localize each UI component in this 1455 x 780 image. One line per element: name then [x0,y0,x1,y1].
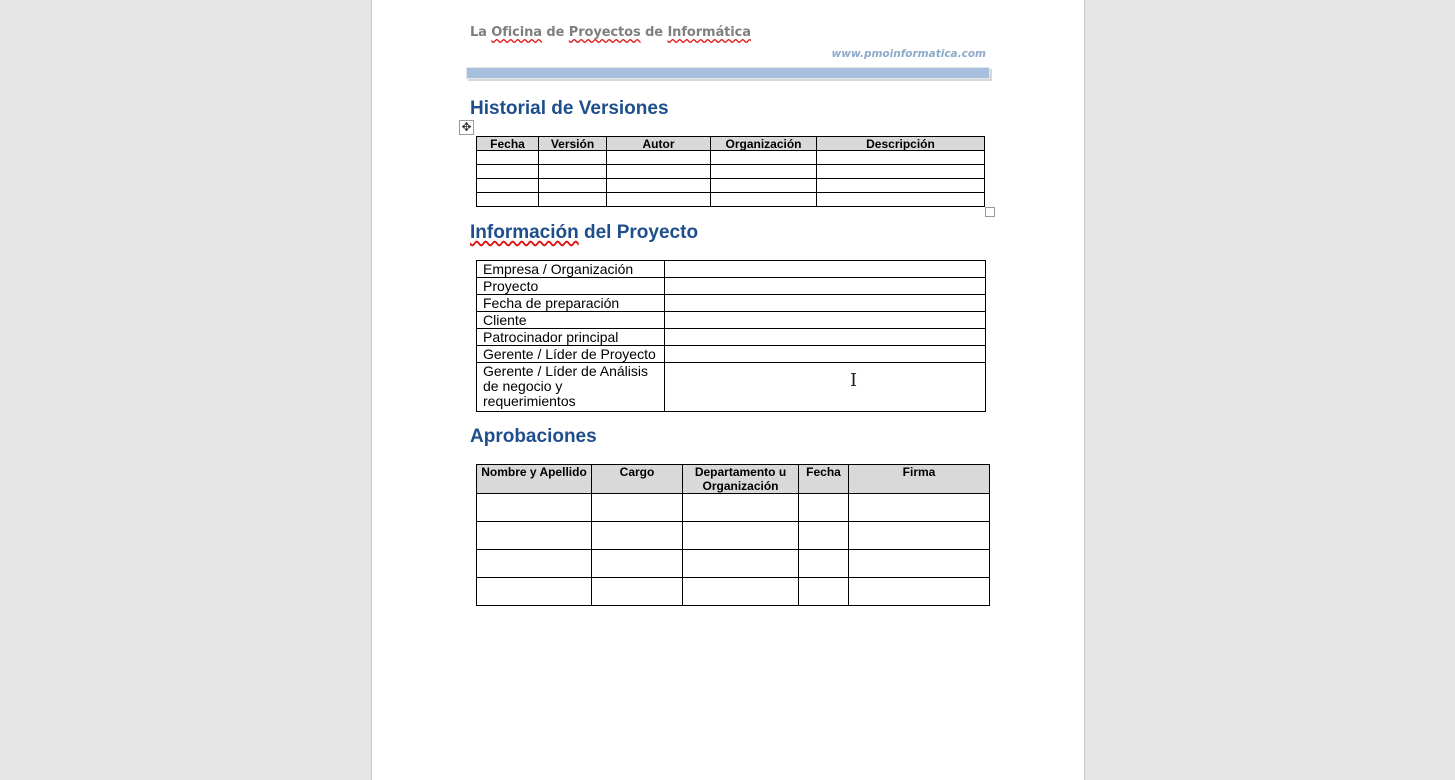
table-cell[interactable] [592,550,683,578]
table-cell[interactable] [539,165,607,179]
table-cell[interactable] [477,522,592,550]
table-cell[interactable] [477,165,539,179]
table-cell[interactable] [477,578,592,606]
table-row [477,494,990,522]
table-cell[interactable] [592,494,683,522]
table-row [477,278,986,295]
table-cell[interactable] [683,578,799,606]
field-value[interactable] [665,261,986,278]
table-cell[interactable] [711,179,817,193]
table-cell[interactable] [799,494,849,522]
table-row [477,363,986,412]
field-label: Empresa / Organización [477,261,665,278]
table-cell[interactable] [477,179,539,193]
field-label: Cliente [477,312,665,329]
field-value[interactable] [665,363,986,412]
table-cell[interactable] [817,165,985,179]
column-header: Fecha [799,465,849,494]
table-header-row [477,465,990,494]
field-label: Gerente / Líder de Proyecto [477,346,665,363]
table-row [477,165,985,179]
table-row [477,312,986,329]
header-word: de [546,25,565,40]
table-cell[interactable] [592,578,683,606]
field-value[interactable] [665,346,986,363]
table-cell[interactable] [607,193,711,207]
table-cell[interactable] [607,179,711,193]
resize-handle-icon[interactable] [985,207,995,217]
header-word: de [645,25,663,40]
table-cell[interactable] [849,578,990,606]
header-url: www.pmoinformatica.com [831,48,986,60]
table-cell[interactable] [849,522,990,550]
table-cell[interactable] [799,550,849,578]
field-label: Gerente / Líder de Análisis de negocio y requerimientos [477,363,665,412]
table-row [477,550,990,578]
table-row [477,179,985,193]
move-icon[interactable]: ✥ [459,120,474,135]
field-label: Patrocinador principal [477,329,665,346]
table-row [477,193,985,207]
table-row [477,522,990,550]
table-cell[interactable] [477,193,539,207]
column-header: Autor [607,137,711,151]
header-word: Informática [667,25,751,40]
header-bar [466,67,990,79]
table-cell[interactable] [849,494,990,522]
versions-table [476,136,985,207]
table-row [477,578,990,606]
field-value[interactable] [665,329,986,346]
table-cell[interactable] [711,193,817,207]
text-cursor-icon: I [850,370,858,391]
header-word: Oficina [491,25,542,40]
table-cell[interactable] [477,550,592,578]
project-info-table [476,260,986,412]
approvals-table [476,464,990,606]
field-value[interactable] [665,295,986,312]
table-cell[interactable] [799,522,849,550]
table-cell[interactable] [817,179,985,193]
document-page [371,0,1085,780]
table-cell[interactable] [607,151,711,165]
column-header: Fecha [477,137,539,151]
table-cell[interactable] [683,494,799,522]
heading-word: Información [470,222,579,243]
column-header: Nombre y Apellido [477,465,592,494]
table-row [477,329,986,346]
heading-approvals: Aprobaciones [470,426,597,447]
table-cell[interactable] [683,522,799,550]
table-cell[interactable] [539,151,607,165]
table-header-row [477,137,985,151]
field-label: Proyecto [477,278,665,295]
column-header: Cargo [592,465,683,494]
table-cell[interactable] [711,165,817,179]
table-cell[interactable] [539,179,607,193]
column-header: Versión [539,137,607,151]
column-header: Organización [711,137,817,151]
table-cell[interactable] [817,193,985,207]
table-cell[interactable] [607,165,711,179]
field-value[interactable] [665,312,986,329]
header-word: Proyectos [568,25,641,40]
table-cell[interactable] [849,550,990,578]
table-cell[interactable] [817,151,985,165]
table-cell[interactable] [477,494,592,522]
header-word: La [470,25,487,40]
table-cell[interactable] [477,151,539,165]
table-cell[interactable] [539,193,607,207]
table-cell[interactable] [592,522,683,550]
table-cell[interactable] [799,578,849,606]
heading-word: del Proyecto [578,222,699,243]
column-header: Descripción [817,137,985,151]
column-header: Departamento u Organización [683,465,799,494]
header-title [470,25,751,40]
table-row [477,295,986,312]
table-cell[interactable] [683,550,799,578]
table-row [477,261,986,278]
field-label: Fecha de preparación [477,295,665,312]
table-cell[interactable] [711,151,817,165]
heading-project-info [470,222,698,244]
table-row [477,346,986,363]
table-row [477,151,985,165]
column-header: Firma [849,465,990,494]
field-value[interactable] [665,278,986,295]
heading-versions: Historial de Versiones [470,98,669,119]
